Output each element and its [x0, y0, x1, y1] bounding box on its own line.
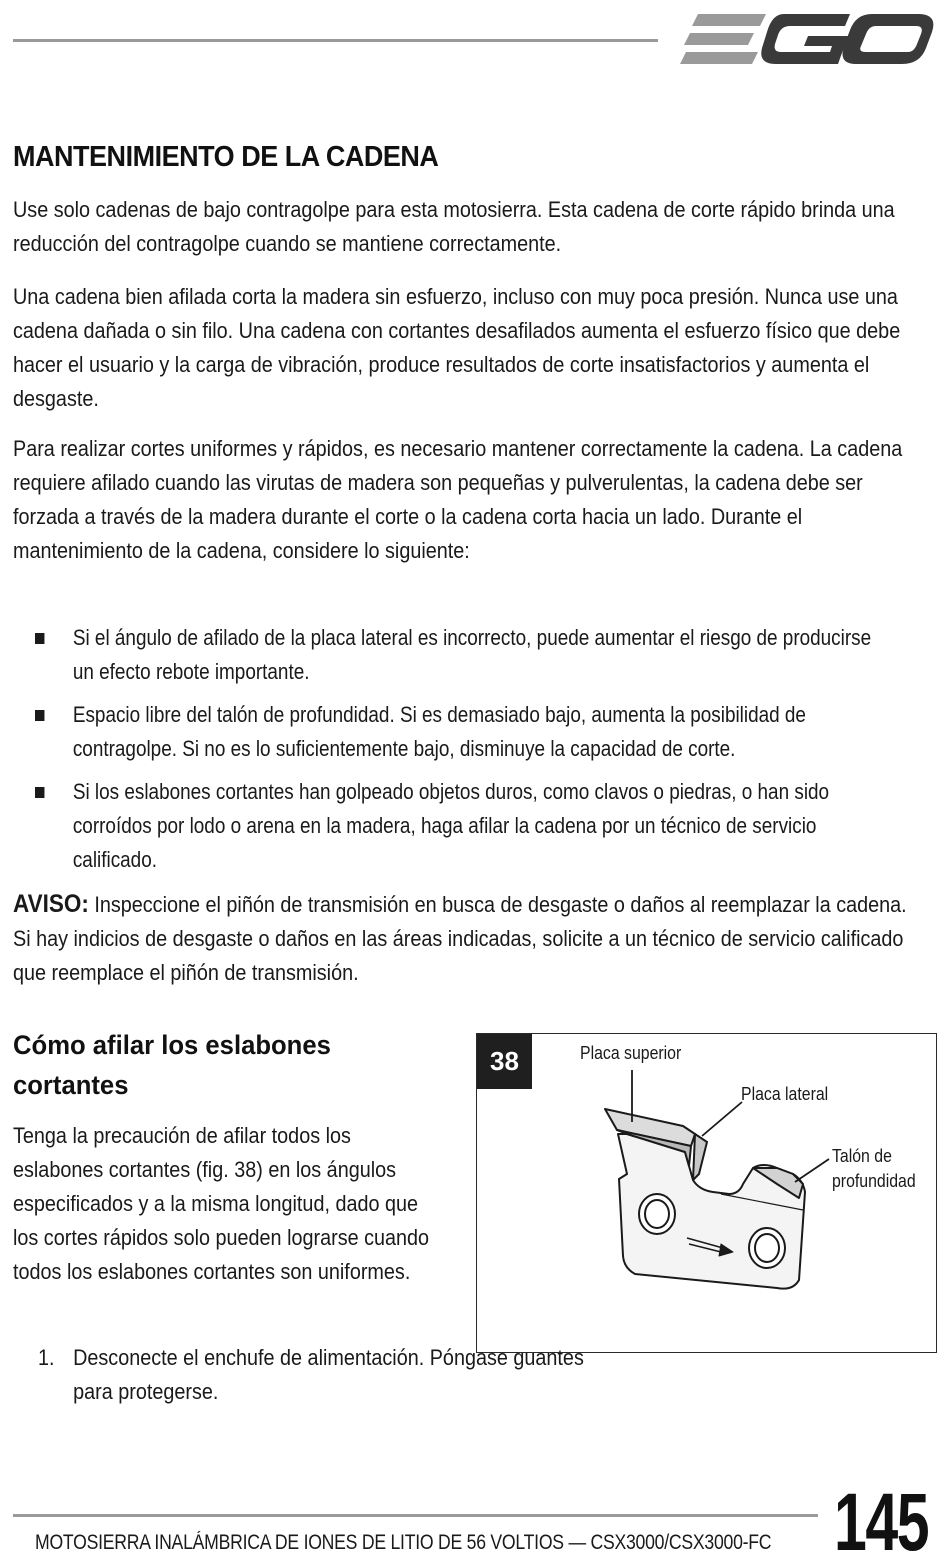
figure-cutter-link [476, 1033, 937, 1353]
figure-number: 38 [477, 1034, 532, 1089]
step-text: Desconecte el enchufe de alimentación. Póngase guantes para protegerse. [73, 1345, 584, 1404]
notice-label: AVISO: [13, 890, 89, 918]
header-rule [13, 39, 658, 42]
bullet-text: Espacio libre del talón de profundidad. Si es demasiado bajo, aumenta la posibilidad de contragolpe. Si no es lo suficientemente bajo, disminuye la capacidad de corte. [72, 702, 806, 761]
page-number: 145 [834, 1477, 929, 1568]
footer-rule [13, 1514, 818, 1517]
bullet-text: Si los eslabones cortantes han golpeado objetos duros, como clavos o piedras, o han sido corroídos por lodo o arena en la madera, haga afilar la cadena por un técnico de servicio calificado. [72, 779, 830, 872]
list-item [35, 621, 895, 689]
section-title: MANTENIMIENTO DE LA CADENA [13, 141, 439, 173]
paragraph-sharp-chain: Una cadena bien afilada corta la madera sin esfuerzo, incluso con muy poca presión. Nunca use una cadena dañada o sin filo. Una cadena con cortantes desafilados aumenta el esfuerzo físico que debe hacer el usuario y la carga de vibración, produce resultados de corte insatisfactorios y aumenta el desgaste. [13, 284, 901, 411]
bullet-square-icon [35, 710, 44, 721]
label-top-plate: Placa superior [580, 1043, 682, 1063]
bullet-text: Si el ángulo de afilado de la placa lateral es incorrecto, puede aumentar el riesgo de producirse un efecto rebote importante. [72, 625, 872, 684]
footer-text: MOTOSIERRA INALÁMBRICA DE IONES DE LITIO DE 56 VOLTIOS — CSX3000/CSX3000-FC [35, 1531, 772, 1554]
list-item [35, 698, 895, 766]
paragraph-maintenance: Para realizar cortes uniformes y rápidos, es necesario mantener correctamente la cadena. La cadena requiere afilado cuando las virutas de madera son pequeñas y pulverulentas, la cadena debe ser forzada a través de la madera durante el corte o la cadena corta hacia un lado. Durante el mantenimiento de la cadena, considere lo siguiente: [13, 436, 903, 563]
label-depth-gauge-line1: Talón de [832, 1146, 892, 1166]
step-number: 1. [38, 1345, 55, 1370]
subsection-title: Cómo afilar los eslabones cortantes [13, 1030, 331, 1100]
list-item [35, 775, 895, 877]
label-side-plate: Placa lateral [741, 1084, 829, 1104]
paragraph-intro: Use solo cadenas de bajo contragolpe para esta motosierra. Esta cadena de corte rápido brinda una reducción del contragolpe cuando se mantiene correctamente. [13, 197, 895, 256]
maintenance-bullet-list [35, 621, 895, 886]
notice [13, 887, 922, 990]
label-depth-gauge-line2: profundidad [832, 1171, 916, 1191]
ego-logo [680, 10, 936, 68]
paragraph-sharpening: Tenga la precaución de afilar todos los eslabones cortantes (fig. 38) en los ángulos especificados y a la misma longitud, dado que los cortes rápidos solo pueden lograrse cuando todos los eslabones cortantes son uniformes. [13, 1123, 430, 1284]
notice-text: Inspeccione el piñón de transmisión en busca de desgaste o daños al reemplazar la cadena. Si hay indicios de desgaste o daños en las áreas indicadas, solicite a un técnico de servicio calificado que reemplace el piñón de transmisión. [13, 892, 907, 985]
bullet-square-icon [35, 633, 44, 644]
bullet-square-icon [35, 787, 44, 798]
